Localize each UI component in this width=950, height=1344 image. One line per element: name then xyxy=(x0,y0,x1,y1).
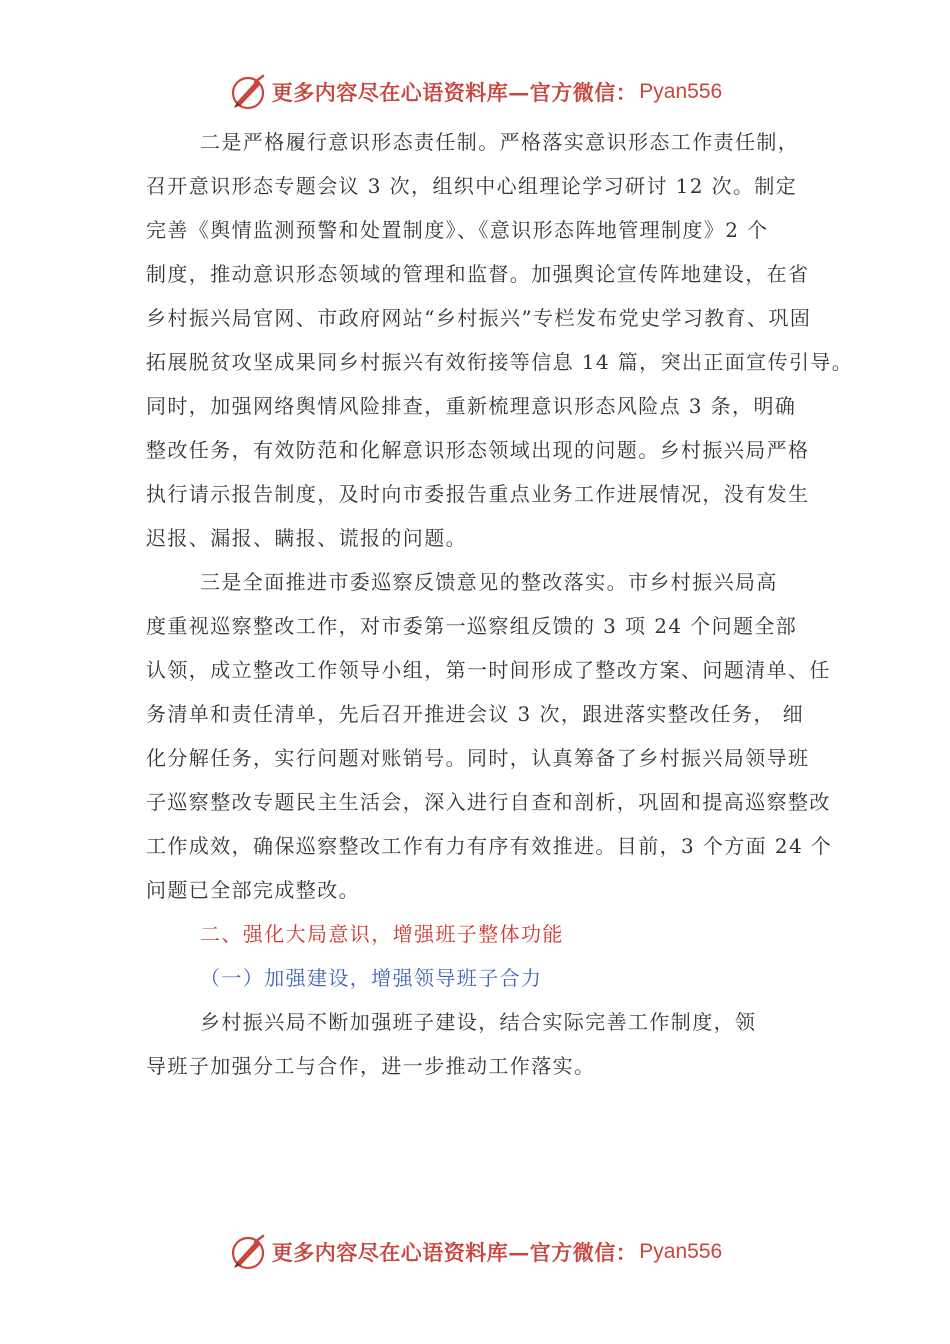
banner-text: 更多内容尽在心语资料库—官方微信： xyxy=(271,1240,638,1265)
text-line: 制度，推动意识形态领域的管理和监督。加强舆论宣传阵地建设，在省 xyxy=(146,262,810,286)
subsection-heading: （一）加强建设，增强领导班子合力 xyxy=(200,966,543,990)
banner-wechat-id: Pyan556 xyxy=(639,1240,723,1263)
text-line: 导班子加强分工与合作，进一步推动工作落实。 xyxy=(146,1054,596,1078)
text-line: 执行请示报告制度，及时向市委报告重点业务工作进展情况，没有发生 xyxy=(146,482,810,506)
header-watermark-banner xyxy=(0,70,950,114)
text-line: 同时，加强网络舆情风险排查，重新梳理意识形态风险点 3 条，明确 xyxy=(146,394,797,418)
text-line: 工作成效，确保巡察整改工作有力有序有效推进。目前，3 个方面 24 个 xyxy=(146,834,833,858)
text-line: 认领，成立整改工作领导小组，第一时间形成了整改方案、问题清单、任 xyxy=(146,658,831,682)
text-line: 化分解任务，实行问题对账销号。同时，认真筹备了乡村振兴局领导班 xyxy=(146,746,810,770)
text-line: 三是全面推进市委巡察反馈意见的整改落实。市乡村振兴局高 xyxy=(200,570,778,594)
text-line: 拓展脱贫攻坚成果同乡村振兴有效衔接等信息 14 篇，突出正面宣传引导。 xyxy=(146,350,854,374)
text-line: 迟报、漏报、瞒报、谎报的问题。 xyxy=(146,526,467,550)
text-line: 完善《舆情监测预警和处置制度》、《意识形态阵地管理制度》2 个 xyxy=(146,218,769,242)
document-body xyxy=(146,120,854,1088)
pen-logo-icon xyxy=(228,1232,268,1272)
banner-text: 更多内容尽在心语资料库—官方微信： xyxy=(271,80,638,105)
text-line: 整改任务，有效防范和化解意识形态领域出现的问题。乡村振兴局严格 xyxy=(146,438,810,462)
text-line: 二是严格履行意识形态责任制。严格落实意识形态工作责任制， xyxy=(200,130,800,154)
text-line: 务清单和责任清单，先后召开推进会议 3 次，跟进落实整改任务， 细 xyxy=(146,702,804,726)
text-line: 子巡察整改专题民主生活会，深入进行自查和剖析，巩固和提高巡察整改 xyxy=(146,790,831,814)
text-line: 问题已全部完成整改。 xyxy=(146,878,360,902)
text-line: 召开意识形态专题会议 3 次，组织中心组理论学习研讨 12 次。制定 xyxy=(146,174,798,198)
text-line: 乡村振兴局不断加强班子建设，结合实际完善工作制度，领 xyxy=(200,1010,757,1034)
footer-watermark-banner xyxy=(0,1230,950,1274)
pen-logo-icon xyxy=(228,72,268,112)
text-line: 乡村振兴局官网、市政府网站“乡村振兴”专栏发布党史学习教育、巩固 xyxy=(146,306,812,330)
banner-wechat-id: Pyan556 xyxy=(639,80,723,103)
section-heading: 二、强化大局意识，增强班子整体功能 xyxy=(200,922,564,946)
text-line: 度重视巡察整改工作，对市委第一巡察组反馈的 3 项 24 个问题全部 xyxy=(146,614,798,638)
